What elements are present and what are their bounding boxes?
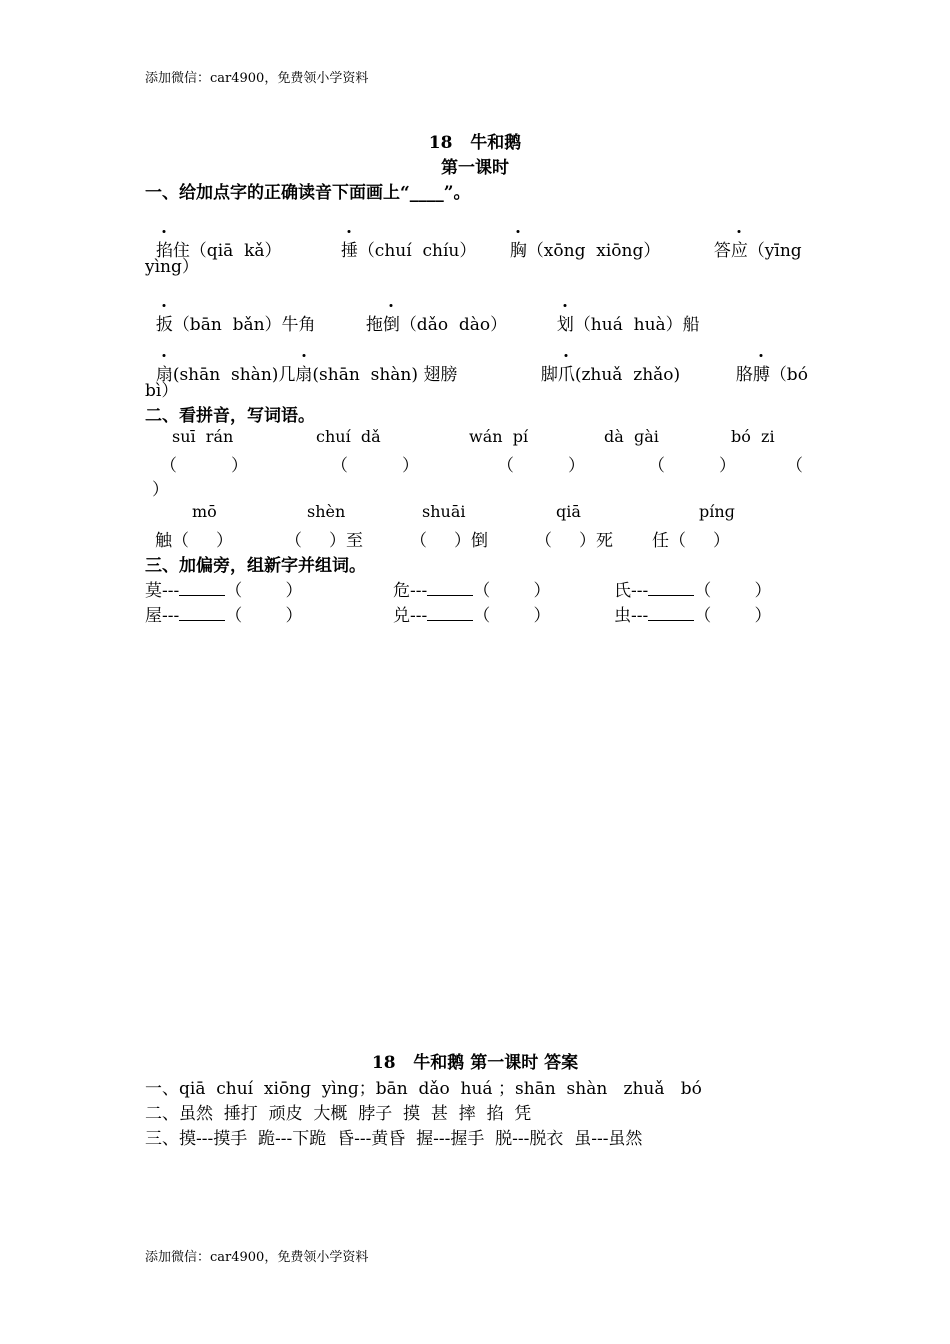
word-blank: （ ） [225, 581, 303, 601]
answer-blank: （ ） [160, 456, 249, 476]
section3-heading: 三、加偏旁，组新字并组词。 [145, 556, 366, 576]
word-blank: （ ） [473, 606, 551, 626]
word-blank: （ ） [694, 606, 772, 626]
dotted-char: 应 [731, 236, 748, 261]
dotted-char: 掐 [156, 236, 173, 261]
reading-options: （bó [769, 365, 808, 385]
answers-title: 18 牛和鹅 第一课时 答案 [371, 1053, 579, 1073]
pinyin-item: bó zi [731, 427, 775, 446]
base-char: 屋--- [145, 606, 180, 626]
pinyin-item: qiā [556, 502, 581, 521]
word-blank: （ ） [473, 581, 551, 601]
section1-row2-item3 [546, 290, 700, 335]
section1-row3-item3 [530, 340, 680, 385]
lesson-subtitle: 第一课时 [441, 158, 509, 178]
pinyin-item: dà ɡài [604, 427, 659, 446]
pinyin-item: shèn [307, 502, 346, 521]
reading-options: (zhuǎ zhǎo) [574, 365, 681, 385]
answer-blank-close: ） [152, 480, 169, 500]
fill-word: （ ）死 [535, 531, 614, 551]
answers-line2: 二、虽然 捶打 顽皮 大概 脖子 摸 甚 摔 掐 凭 [145, 1104, 532, 1124]
section2-heading: 二、看拼音，写词语。 [145, 406, 315, 426]
blank-line [648, 605, 694, 621]
radical-item [393, 601, 550, 626]
section1-heading: 一、给加点字的正确读音下面画上“____”。 [145, 183, 471, 203]
blank-line [179, 605, 225, 621]
answers-line1: 一、qiā chuí xiōnɡ yìnɡ；bān dǎo huá ；shān shàn zhuǎ bó [145, 1079, 702, 1099]
pinyin-item: chuí dǎ [316, 427, 381, 446]
reading-options: （bān bǎn）牛角 [172, 315, 316, 335]
fill-word: （ ）倒 [410, 531, 489, 551]
base-char: 危--- [393, 581, 428, 601]
page-footer: 添加微信：car4900，免费领小学资料 [145, 1250, 369, 1265]
reading-options: （dǎo dào） [399, 315, 508, 335]
section1-row3-wrap: bì） [145, 381, 179, 401]
answer-blank-open: （ [786, 456, 803, 476]
dotted-char: 捶 [341, 236, 358, 261]
radical-item [614, 601, 771, 626]
reading-options: 住（qiā kǎ） [172, 241, 282, 261]
pinyin-item: wán pí [469, 427, 529, 446]
reading-options: （yīng [747, 241, 802, 261]
answer-blank: （ ） [648, 456, 737, 476]
dotted-char: 膊 [753, 360, 770, 385]
reading-options: （xōng xiōng） [526, 241, 661, 261]
radical-item [145, 601, 302, 626]
radical-item [145, 576, 302, 601]
dotted-char: 扇 [295, 360, 312, 385]
fill-word: 任（ ） [652, 531, 731, 551]
section1-row2-item1 [145, 290, 316, 335]
pinyin-item: pínɡ [699, 502, 735, 521]
radical-item [614, 576, 771, 601]
dotted-char: 扇 [156, 360, 173, 385]
plain-char: 脚 [540, 365, 558, 385]
plain-char: 拖 [365, 315, 383, 335]
section1-row3-item1 [145, 340, 457, 385]
section1-row1-item3 [499, 216, 660, 261]
reading-options: (shān shàn) [172, 365, 279, 385]
radical-item [393, 576, 550, 601]
page-header: 添加微信：car4900，免费领小学资料 [145, 71, 369, 86]
answer-blank: （ ） [497, 456, 586, 476]
word-blank: （ ） [694, 581, 772, 601]
dotted-char: 扳 [156, 310, 173, 335]
plain-char: 答 [713, 241, 731, 261]
blank-line [179, 580, 225, 596]
section1-row1-wrap: yìng） [145, 257, 199, 277]
pinyin-item: suī rán [172, 427, 234, 446]
dotted-char: 爪 [558, 360, 575, 385]
plain-char: 胳 [735, 365, 753, 385]
reading-options: （huá huà）船 [573, 315, 700, 335]
reading-options: （chuí chíu） [357, 241, 477, 261]
answer-blank: （ ） [331, 456, 420, 476]
reading-options: (shān shàn) 翅膀 [312, 365, 458, 385]
pinyin-item: mō [192, 502, 217, 521]
section1-row1-item4 [703, 216, 802, 261]
word-blank: （ ） [225, 606, 303, 626]
section1-row3-item4 [725, 340, 808, 385]
blank-line [427, 605, 473, 621]
base-char: 莫--- [145, 581, 180, 601]
pinyin-item: shuāi [422, 502, 466, 521]
base-char: 氏--- [614, 581, 649, 601]
lesson-title: 18 牛和鹅 [428, 133, 522, 153]
dotted-char: 胸 [510, 236, 527, 261]
fill-word: 触（ ） [155, 531, 234, 551]
section1-row1-item2 [330, 216, 476, 261]
dotted-char: 倒 [383, 310, 400, 335]
plain-char: 几 [278, 365, 296, 385]
blank-line [648, 580, 694, 596]
section1-row2-item2 [355, 290, 507, 335]
blank-line [427, 580, 473, 596]
fill-word: （ ）至 [285, 531, 364, 551]
answers-line3: 三、摸---摸手 跪---下跪 昏---黄昏 握---握手 脱---脱衣 虽---虽然 [145, 1129, 643, 1149]
base-char: 虫--- [614, 606, 649, 626]
base-char: 兑--- [393, 606, 428, 626]
dotted-char: 划 [557, 310, 574, 335]
